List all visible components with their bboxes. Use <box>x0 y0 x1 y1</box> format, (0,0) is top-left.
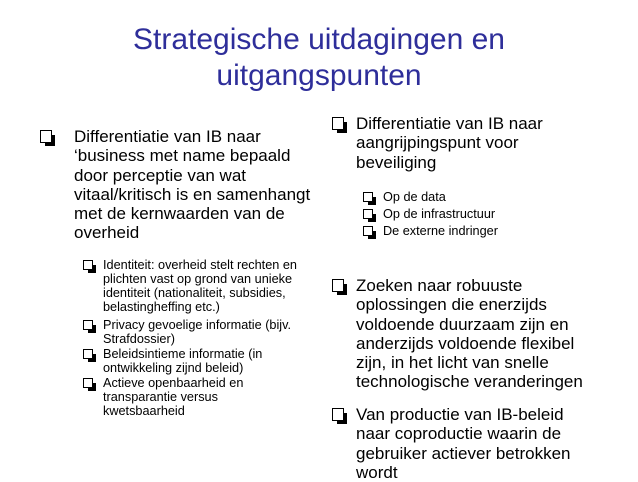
right-third-text: Van productie van IB-beleid naar coproductie waarin de gebruiker actiever betrokken wordt <box>356 405 571 482</box>
left-sub-text: Actieve openbaarheid en transparantie versus kwetsbaarheid <box>103 376 244 419</box>
left-main-bullet <box>40 127 320 243</box>
left-main-text: Differentiatie van IB naar ‘business met name bepaald door perceptie van wat vitaal/kritisch is en samenhangt met de kernwaarden van de overheid <box>74 127 311 243</box>
left-sub-text: Identiteit: overheid stelt rechten en plichten vast op grond van unieke identiteit (nationaliteit, subsidies, belastingheffing etc.) <box>103 258 297 315</box>
slide-title: Strategische uitdagingen en uitgangspunten <box>133 23 505 92</box>
left-sub-text: Privacy gevoelige informatie (bijv. Strafdossier) <box>103 318 292 347</box>
checkbox-bullet-icon <box>363 192 373 202</box>
checkbox-bullet-icon <box>83 378 93 388</box>
checkbox-bullet-icon <box>332 117 344 130</box>
checkbox-bullet-icon <box>363 226 373 236</box>
right-sub-text: Op de infrastructuur <box>383 207 496 221</box>
right-first-text: Differentiatie van IB naar aangrijpingspunt voor beveiliging <box>356 114 543 172</box>
checkbox-bullet-icon <box>363 209 373 219</box>
right-sub-text: Op de data <box>383 190 446 204</box>
right-second-text: Zoeken naar robuuste oplossingen die enerzijds voldoende duurzaam zijn en anderzijds voldoende flexibel zijn, in het licht van snelle technologische veranderingen <box>356 276 583 392</box>
checkbox-bullet-icon <box>83 320 93 330</box>
right-sub-text: De externe indringer <box>383 224 498 238</box>
left-sub-text: Beleidsintieme informatie (in ontwikkeling zijnd beleid) <box>103 347 263 376</box>
checkbox-bullet-icon <box>40 130 52 143</box>
checkbox-bullet-icon <box>83 349 93 359</box>
checkbox-bullet-icon <box>83 260 93 270</box>
checkbox-bullet-icon <box>332 408 344 421</box>
checkbox-bullet-icon <box>332 279 344 292</box>
